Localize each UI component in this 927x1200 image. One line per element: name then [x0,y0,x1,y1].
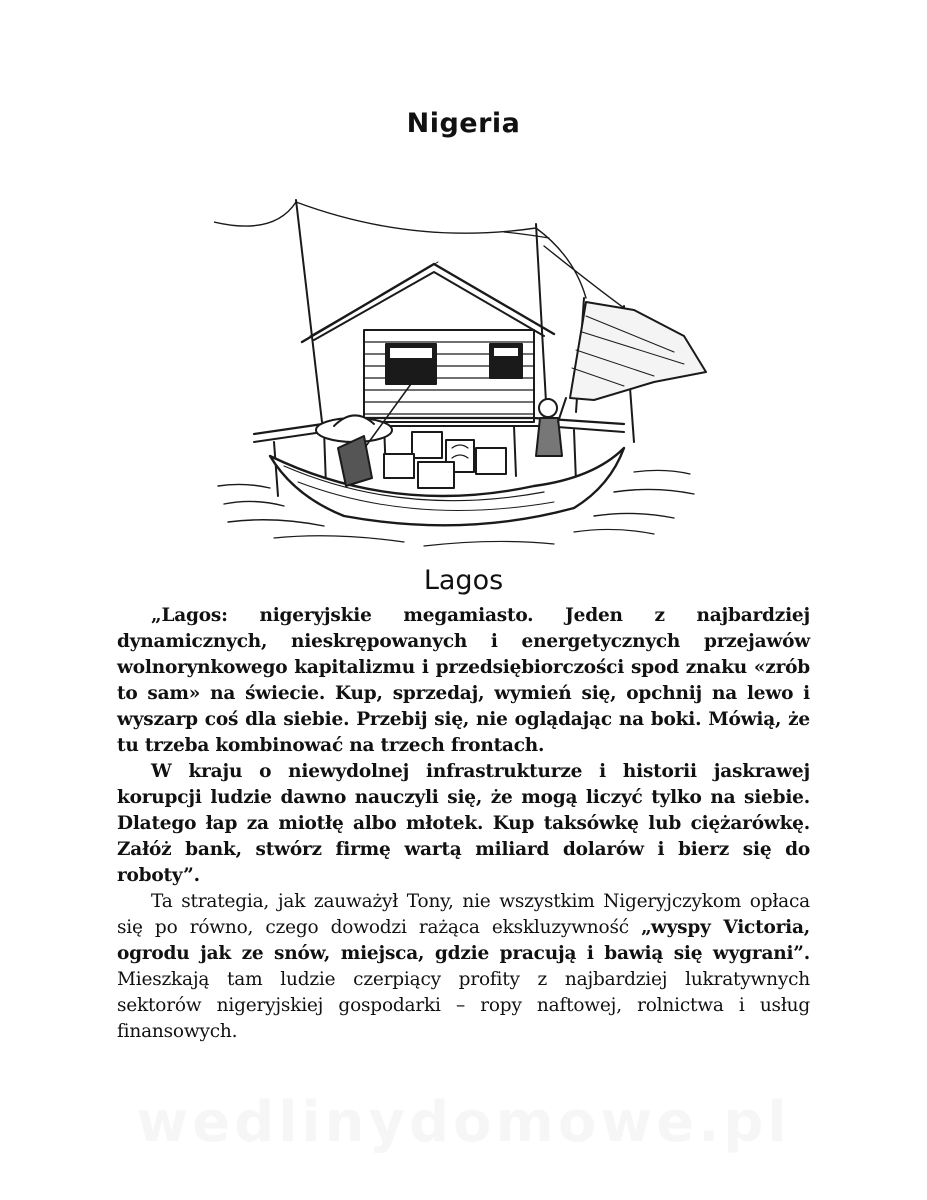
illustration-caption: Lagos [423,565,504,596]
page-title: Nigeria [406,108,521,139]
paragraph-quote-2: W kraju o niewydolnej infrastrukturze i historii jaskrawej korupcji ludzie dawno nauczyli się, że mogą liczyć tylko na siebie. Dlatego łap za miotłę albo młotek. Kup taksówkę lub ciężarówkę. Załóż bank, stwórz firmę wartą miliard dolarów i bierz się do roboty”. [117,761,810,886]
paragraph-strategy-end: Mieszkają tam ludzie czerpiący profity z najbardziej lukratywnych sektorów nigeryjskiej gospodarki – ropy naftowej, rolnictwa i usług finansowych. [117,969,810,1042]
body-text [117,603,810,1045]
paragraph-strategy [117,889,810,1045]
paragraph-strategy-bold: „wyspy Victoria, ogrodu jak ze snów, miejsca, gdzie pracują i bawią się wygrani”. [117,917,810,964]
paragraph-quote-1: „Lagos: nigeryjskie megamiasto. Jeden z najbardziej dynamicznych, nieskrępowanych i energetycznych przejawów wolnorynkowego kapitalizmu i przedsiębiorczości spod znaku «zrób to sam» na świecie. Kup, sprzedaj, wymień się, opchnij na lewo i wyszarp coś dla siebie. Przebij się, nie oglądając na boki. Mówią, że tu trzeba kombinować na trzech frontach. [117,605,810,756]
stilt-house-boat-illustration [214,186,718,558]
watermark [0,1090,927,1155]
paragraph-strategy-start: Ta strategia, jak zauważył Tony, nie wszystkim Nigeryjczykom opłaca się po równo, czego dowodzi rażąca ekskluzywność [117,891,810,938]
